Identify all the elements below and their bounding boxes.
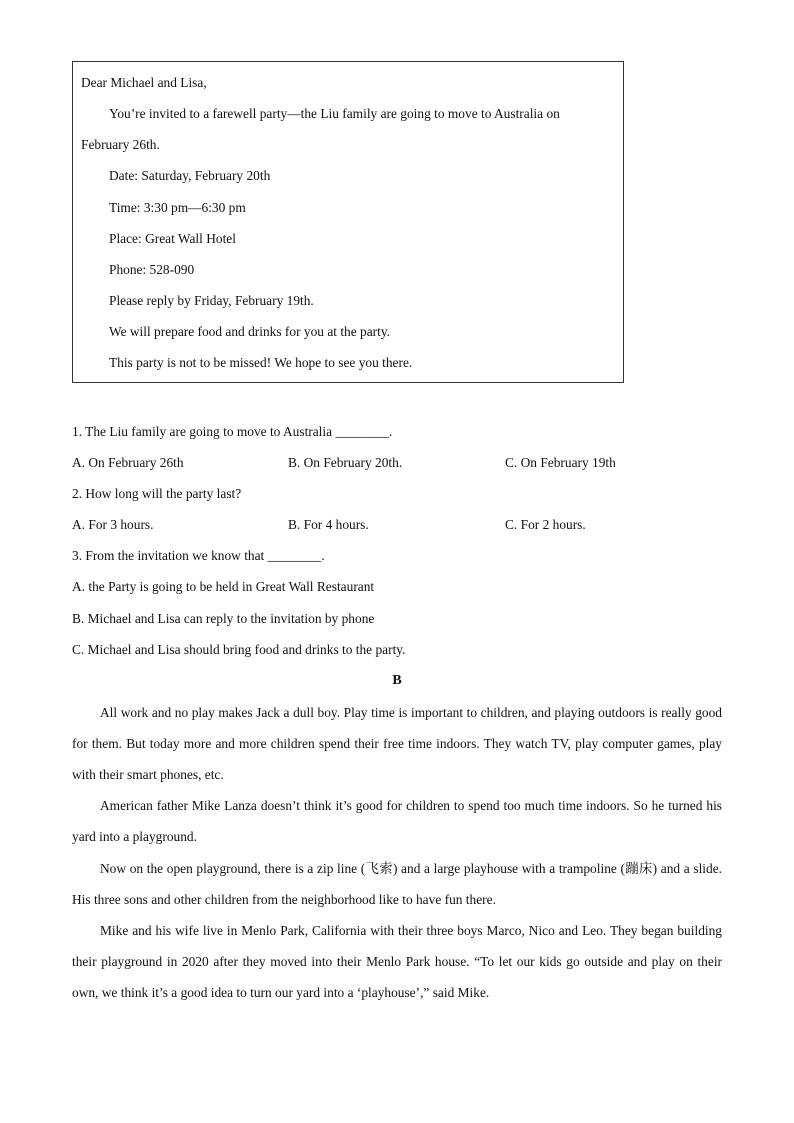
invitation-intro-line-2: February 26th. (81, 137, 160, 152)
question-3-option-c: C. Michael and Lisa should bring food and drinks to the party. (72, 642, 406, 657)
section-b-heading: B (392, 673, 402, 688)
invitation-closing: This party is not to be missed! We hope to see you there. (109, 355, 413, 370)
question-3-option-a: A. the Party is going to be held in Great Wall Restaurant (72, 579, 375, 594)
question-2-option-c: C. For 2 hours. (505, 517, 586, 532)
question-3-option-b: B. Michael and Lisa can reply to the invitation by phone (72, 611, 375, 626)
question-1-option-a: A. On February 26th (72, 455, 184, 470)
question-2-option-b: B. For 4 hours. (288, 517, 369, 532)
invitation-time: Time: 3:30 pm—6:30 pm (109, 200, 246, 215)
invitation-phone: Phone: 528-090 (109, 262, 195, 277)
invitation-reply: Please reply by Friday, February 19th. (109, 293, 314, 308)
invitation-box (72, 61, 624, 383)
section-b-paragraph-1: All work and no play makes Jack a dull boy. Play time is important to children, and playing outdoors is really good for them. But today more and more children spend their free time indoors. They watch TV, play computer games, play with their smart phones, etc. (72, 705, 722, 783)
question-1-stem: 1. The Liu family are going to move to Australia ________. (72, 424, 393, 439)
section-b-paragraph-2: American father Mike Lanza doesn’t think it’s good for children to spend too much time indoors. So he turned his yard into a playground. (72, 798, 722, 845)
question-3-stem: 3. From the invitation we know that ________. (72, 548, 325, 563)
question-2-stem: 2. How long will the party last? (72, 486, 242, 501)
invitation-place: Place: Great Wall Hotel (109, 231, 236, 246)
invitation-greeting: Dear Michael and Lisa, (81, 75, 207, 90)
question-2-option-a: A. For 3 hours. (72, 517, 154, 532)
question-1-option-c: C. On February 19th (505, 455, 616, 470)
invitation-intro-line-1: You’re invited to a farewell party—the Liu family are going to move to Australia on (109, 106, 560, 121)
invitation-date: Date: Saturday, February 20th (109, 168, 271, 183)
section-b-paragraph-4: Mike and his wife live in Menlo Park, California with their three boys Marco, Nico and Leo. They began building their playground in 2020 after they moved into their Menlo Park house. “To let our kids go outside and play on their own, we think it’s a good idea to turn our yard into a ‘playhouse’,” said Mike. (72, 923, 722, 1001)
section-b-paragraph-3: Now on the open playground, there is a zip line (飞索) and a large playhouse with a trampoline (蹦床) and a slide. His three sons and other children from the neighborhood like to have fun there. (72, 861, 722, 908)
question-1-option-b: B. On February 20th. (288, 455, 403, 470)
invitation-food: We will prepare food and drinks for you at the party. (109, 324, 391, 339)
